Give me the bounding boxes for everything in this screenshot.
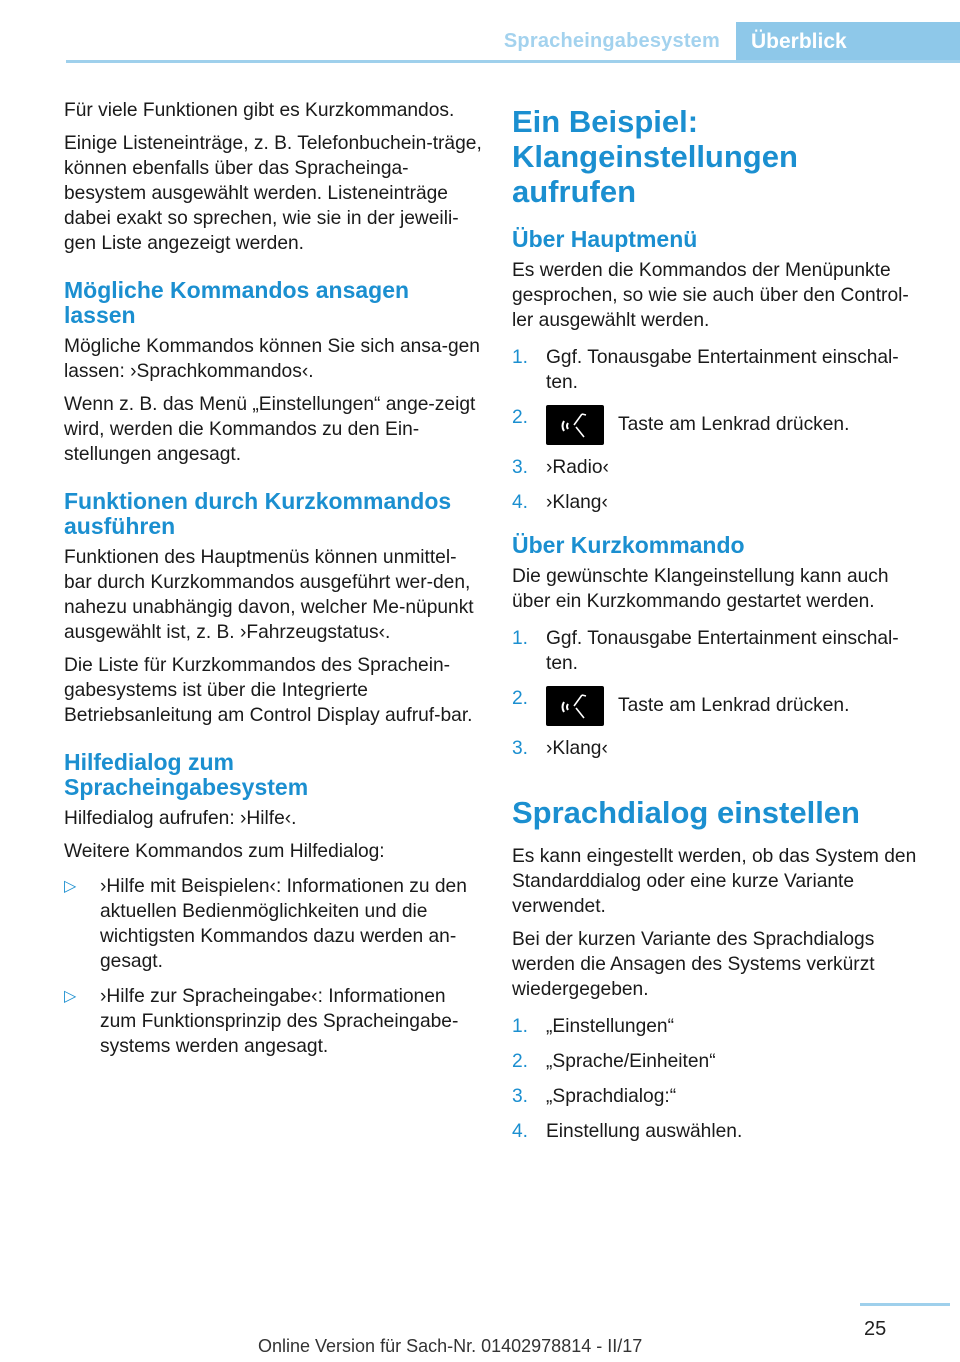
steps-hauptmenue bbox=[512, 345, 927, 515]
list-item bbox=[512, 405, 927, 445]
step-number: 2. bbox=[512, 1051, 529, 1072]
list-item bbox=[512, 490, 927, 515]
step-number: 1. bbox=[512, 347, 529, 368]
list-item-text: ›Hilfe mit Beispielen‹: Informationen zu den aktuellen Bedienmöglichkeiten und die wichtigsten Kommandos dazu werden an-gesagt. bbox=[100, 876, 467, 972]
list-item bbox=[512, 686, 927, 726]
step-number: 1. bbox=[512, 1016, 529, 1037]
intro-paragraph: Einige Listeneinträge, z. B. Telefonbuchein-träge, können ebenfalls über das Spracheinga-besystem ausgewählt werden. Listeneinträge dabei exakt so sprechen, wie sie in der jeweili-gen Liste angezeigt werden. bbox=[64, 133, 482, 254]
page-header bbox=[66, 22, 960, 62]
list-item bbox=[512, 736, 927, 761]
paragraph: Die gewünschte Klangeinstellung kann auch über ein Kurzkommando gestartet werden. bbox=[512, 566, 889, 612]
step-text: „Einstellungen“ bbox=[546, 1016, 674, 1037]
heading-sprachdialog: Sprachdialog einstellen bbox=[512, 795, 860, 830]
paragraph: Funktionen des Hauptmenüs können unmittel-bar durch Kurzkommandos ausgeführt wer-den, nahezu unabhängig davon, welcher Me-nüpunkt ausgewählt ist, z. B. ›Fahrzeugstatus‹. bbox=[64, 547, 474, 643]
step-number: 3. bbox=[512, 738, 529, 759]
steps-kurzkommando bbox=[512, 626, 927, 761]
list-item bbox=[512, 1119, 927, 1144]
chapter-tab: Überblick bbox=[736, 22, 960, 62]
step-text: ›Klang‹ bbox=[546, 492, 608, 513]
paragraph: Bei der kurzen Variante des Sprachdialogs werden die Ansagen des Systems verkürzt wiedergegeben. bbox=[512, 929, 875, 1000]
section-label: Spracheingabesystem bbox=[503, 30, 720, 52]
list-item bbox=[512, 455, 927, 480]
step-text: Taste am Lenkrad drücken. bbox=[618, 414, 850, 436]
step-text: ›Klang‹ bbox=[546, 738, 608, 759]
list-item-text: ›Hilfe zur Spracheingabe‹: Informationen zum Funktionsprinzip des Spracheingabe-systems werden angesagt. bbox=[100, 986, 459, 1057]
paragraph: Die Liste für Kurzkommandos des Sprachein-gabesystems ist über die Integrierte Betriebsanleitung am Control Display aufruf-bar. bbox=[64, 655, 473, 726]
steps-sprachdialog bbox=[512, 1014, 927, 1144]
step-number: 4. bbox=[512, 1121, 529, 1142]
online-version-note: Online Version für Sach-Nr. 01402978814 - II/17 bbox=[258, 1336, 643, 1356]
triangle-bullet-icon: ▷ bbox=[64, 878, 77, 895]
paragraph: Wenn z. B. das Menü „Einstellungen“ ange-zeigt wird, werden die Kommandos zu den Ein-stellungen angesagt. bbox=[64, 394, 476, 465]
footer-rule bbox=[860, 1303, 950, 1306]
heading-funktionen: Funktionen durch Kurzkommandos ausführen bbox=[64, 488, 452, 539]
paragraph: Es kann eingestellt werden, ob das System den Standarddialog oder eine kurze Variante verwendet. bbox=[512, 846, 917, 917]
list-item bbox=[64, 874, 482, 974]
step-text: Einstellung auswählen. bbox=[546, 1121, 743, 1142]
step-text: Taste am Lenkrad drücken. bbox=[618, 695, 850, 717]
left-column bbox=[64, 98, 482, 1069]
step-number: 2. bbox=[512, 688, 529, 709]
triangle-bullet-icon: ▷ bbox=[64, 988, 77, 1005]
step-text: „Sprache/Einheiten“ bbox=[546, 1051, 716, 1072]
step-number: 2. bbox=[512, 407, 529, 428]
list-item bbox=[512, 1014, 927, 1039]
page-number: 25 bbox=[864, 1318, 887, 1340]
list-item bbox=[64, 984, 482, 1059]
step-number: 1. bbox=[512, 628, 529, 649]
heading-hilfedialog: Hilfedialog zum Spracheingabesystem bbox=[64, 749, 309, 800]
paragraph: Weitere Kommandos zum Hilfedialog: bbox=[64, 841, 385, 862]
step-number: 4. bbox=[512, 492, 529, 513]
voice-command-icon bbox=[546, 686, 604, 726]
list-item bbox=[512, 1049, 927, 1074]
intro-paragraph: Für viele Funktionen gibt es Kurzkommandos. bbox=[64, 100, 455, 121]
step-text: Ggf. Tonausgabe Entertainment einschal-ten. bbox=[546, 628, 899, 674]
step-text: Ggf. Tonausgabe Entertainment einschal-ten. bbox=[546, 347, 899, 393]
voice-command-icon bbox=[546, 405, 604, 445]
step-number: 3. bbox=[512, 457, 529, 478]
step-number: 3. bbox=[512, 1086, 529, 1107]
paragraph: Mögliche Kommandos können Sie sich ansa-gen lassen: ›Sprachkommandos‹. bbox=[64, 336, 480, 382]
paragraph: Hilfedialog aufrufen: ›Hilfe‹. bbox=[64, 808, 297, 829]
step-text: „Sprachdialog:“ bbox=[546, 1086, 677, 1107]
header-rule bbox=[66, 60, 960, 63]
list-item bbox=[512, 626, 927, 676]
heading-ueber-hauptmenue: Über Hauptmenü bbox=[512, 226, 698, 252]
heading-ein-beispiel: Ein Beispiel: Klangeinstellungen aufrufen bbox=[512, 104, 798, 209]
right-column bbox=[512, 104, 927, 1154]
paragraph: Es werden die Kommandos der Menüpunkte gesprochen, so wie sie auch über den Control-ler ausgewählt werden. bbox=[512, 260, 909, 331]
help-command-list bbox=[64, 874, 482, 1059]
list-item bbox=[512, 1084, 927, 1109]
list-item bbox=[512, 345, 927, 395]
step-text: ›Radio‹ bbox=[546, 457, 609, 478]
heading-moegliche-kommandos: Mögliche Kommandos ansagen lassen bbox=[64, 277, 410, 328]
heading-ueber-kurzkommando: Über Kurzkommando bbox=[512, 532, 745, 558]
